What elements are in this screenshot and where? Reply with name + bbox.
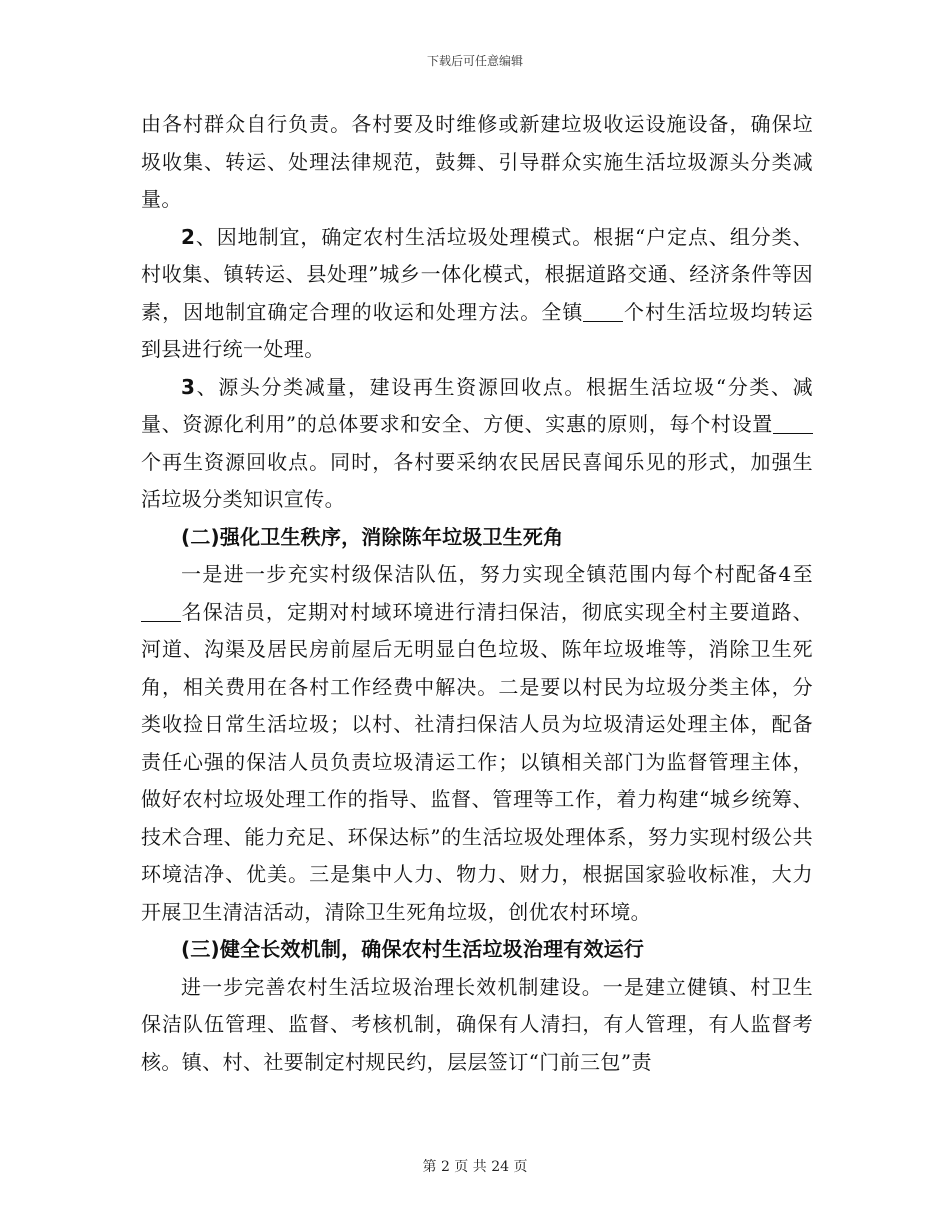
item-number-3: 3 bbox=[181, 374, 196, 399]
fill-in-blank bbox=[773, 413, 813, 434]
document-body bbox=[141, 106, 813, 1081]
paragraph-3-text-a: 、源头分类减量，建设再生资源回收点。根据生活垃圾“分类、减量、资源化利用”的总体要求和安全、方便、实惠的原则，每个村设置 bbox=[141, 374, 813, 436]
paragraph-4 bbox=[141, 556, 813, 931]
section-heading-3: (三)健全长效机制，确保农村生活垃圾治理有效运行 bbox=[181, 937, 645, 961]
fill-in-blank bbox=[141, 601, 181, 622]
paragraph-1: 由各村群众自行负责。各村要及时维修或新建垃圾收运设施设备，确保垃圾收集、转运、处理法律规范，鼓舞、引导群众实施生活垃圾源头分类减量。 bbox=[141, 112, 813, 211]
paragraph-2-text-a: 、因地制宜，确定农村生活垃圾处理模式。根据“户定点、组分类、村收集、镇转运、县处理”城乡一体化模式，根据道路交通、经济条件等因素，因地制宜确定合理的收运和处理方法。全镇 bbox=[141, 224, 813, 324]
paragraph-3-text-b: 个再生资源回收点。同时，各村要采纳农民居民喜闻乐见的形式，加强生活垃圾分类知识宣传。 bbox=[141, 449, 813, 511]
section-heading-2: (二)强化卫生秩序，消除陈年垃圾卫生死角 bbox=[181, 524, 564, 549]
paragraph-2-text-b: 个村生活垃圾均转运到县进行统一处理。 bbox=[141, 299, 813, 361]
item-number-2: 2 bbox=[181, 224, 196, 249]
paragraph-4-text-a: 一是进一步充实村级保洁队伍，努力实现全镇范围内每个村配备4至 bbox=[181, 562, 813, 586]
paragraph-2 bbox=[141, 219, 813, 369]
fill-in-blank bbox=[583, 301, 623, 322]
paragraph-5: 进一步完善农村生活垃圾治理长效机制建设。一是建立健镇、村卫生保洁队伍管理、监督、考核机制，确保有人清扫，有人管理，有人监督考核。镇、村、社要制定村规民约，层层签订“门前三包”责 bbox=[141, 974, 813, 1074]
page-footer: 第 2 页 共 24 页 bbox=[422, 1159, 528, 1175]
paragraph-4-text-b: 名保洁员，定期对村域环境进行清扫保洁，彻底实现全村主要道路、河道、沟渠及居民房前屋后无明显白色垃圾、陈年垃圾堆等，消除卫生死角，相关费用在各村工作经费中解决。二是要以村民为垃圾分类主体，分类收捡日常生活垃圾；以村、社清扫保洁人员为垃圾清运处理主体，配备责任心强的保洁人员负责垃圾清运工作；以镇相关部门为监督管理主体，做好农村垃圾处理工作的指导、监督、管理等工作，着力构建“城乡统筹、技术合理、能力充足、环保达标”的生活垃圾处理体系，努力实现村级公共环境洁净、优美。三是集中人力、物力、财力，根据国家验收标准，大力开展卫生清洁活动，清除卫生死角垃圾，创优农村环境。 bbox=[141, 599, 813, 924]
page-header: 下载后可任意编辑 bbox=[426, 54, 523, 68]
paragraph-3 bbox=[141, 369, 813, 519]
